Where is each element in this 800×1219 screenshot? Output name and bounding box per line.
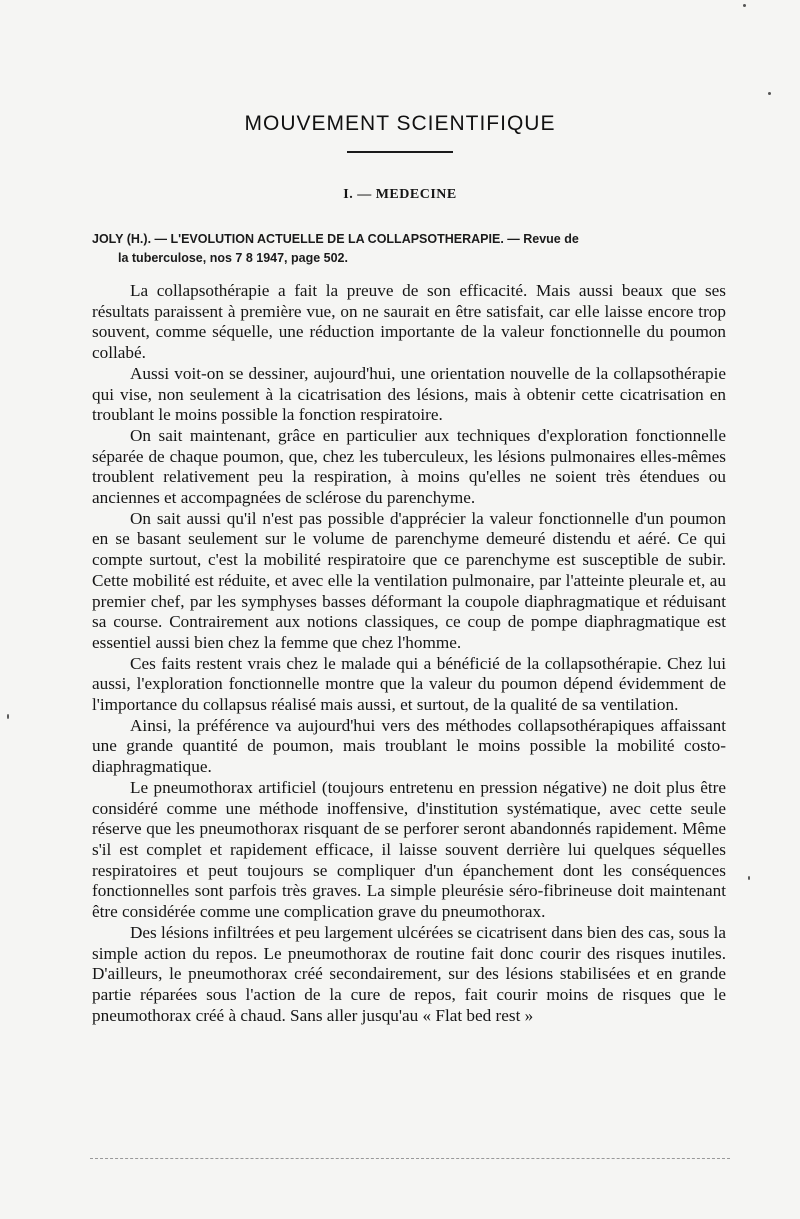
scan-speck [743,4,746,7]
scan-speck [768,92,771,95]
article-body [92,281,726,1026]
paragraph: On sait aussi qu'il n'est pas possible d'apprécier la valeur fonctionnelle d'un poumon en se basant seulement sur le volume de parenchyme demeuré distendu et aéré. Ce qui compte surtout, c'est la mobilité respiratoire que ce parenchyme est susceptible de subir. Cette mobilité est réduite, et avec elle la ventilation pulmonaire, par l'atteinte pleurale et, au premier chef, par les symphyses basses déformant la coupole diaphragmatique et réduisant sa course. Contrairement aux notions classiques, ce coup de pompe diaphragmatique est essentiel aussi bien chez la femme que chez l'homme. [92,508,726,652]
paragraph: Aussi voit-on se dessiner, aujourd'hui, une orientation nouvelle de la collapsothérapie qui vise, non seulement à la cicatrisation des lésions, mais à obtenir cette cicatrisation en troublant le moins possible la fonction respiratoire. [92,363,726,425]
page-bottom-rule [90,1158,730,1159]
scan-speck [748,876,750,880]
reference-line-1: JOLY (H.). — L'EVOLUTION ACTUELLE DE LA COLLAPSOTHERAPIE. — Revue de [92,232,579,246]
reference-line-2: la tuberculose, nos 7 8 1947, page 502. [118,251,348,265]
paragraph: Ainsi, la préférence va aujourd'hui vers des méthodes collapsothérapiques affaissant une grande quantité de poumon, mais troublant le moins possible la mobilité costo-diaphragmatique. [92,715,726,777]
title-underline [347,151,453,153]
paragraph: On sait maintenant, grâce en particulier aux techniques d'exploration fonctionnelle séparée de chaque poumon, que, chez les tuberculeux, les lésions pulmonaires elles-mêmes troublent relativement peu la respiration, à moins qu'elles ne soient très étendues ou anciennes et accompagnées de sclérose du parenchyme. [92,425,726,508]
paragraph: La collapsothérapie a fait la preuve de son efficacité. Mais aussi beaux que ses résultats paraissent à première vue, on ne saurait en être satisfait, car elle laisse encore trop souvent, comme séquelle, une réduction importante de la valeur fonctionnelle du poumon collabé. [92,281,726,363]
paragraph: Ces faits restent vrais chez le malade qui a bénéficié de la collapsothérapie. Chez lui aussi, l'exploration fonctionnelle montre que la valeur du poumon dépend évidemment de l'importance du collapsus réalisé mais aussi, et surtout, de la qualité de sa ventilation. [92,653,726,715]
section-heading: I. — MEDECINE [343,187,457,202]
paragraph: Des lésions infiltrées et peu largement ulcérées se cicatrisent dans bien des cas, sous la simple action du repos. Le pneumothorax de routine fait donc courir des risques inutiles. D'ailleurs, le pneumothorax créé secondairement, sur des lésions stabilisées et en grande partie réparées sous l'action de la cure de repos, fait courir moins de risques que le pneumothorax créé à chaud. Sans aller jusqu'au « Flat bed rest » [92,922,726,1025]
paragraph: Le pneumothorax artificiel (toujours entretenu en pression négative) ne doit plus être considéré comme une méthode inoffensive, d'institution systématique, avec cette seule réserve que les pneumothorax risquant de se perforer seront abandonnés rapidement. Même s'il est complet et rapidement efficace, il laisse souvent derrière lui quelques séquelles respiratoires et peut toujours se compliquer d'un épanchement dont les conséquences fonctionnelles sont parfois très graves. La simple pleurésie séro-fibrineuse doit maintenant être considérée comme une complication grave du pneumothorax. [92,777,726,922]
bibliographic-reference [92,230,732,268]
scan-speck [7,714,9,719]
page-title: MOUVEMENT SCIENTIFIQUE [244,112,556,135]
